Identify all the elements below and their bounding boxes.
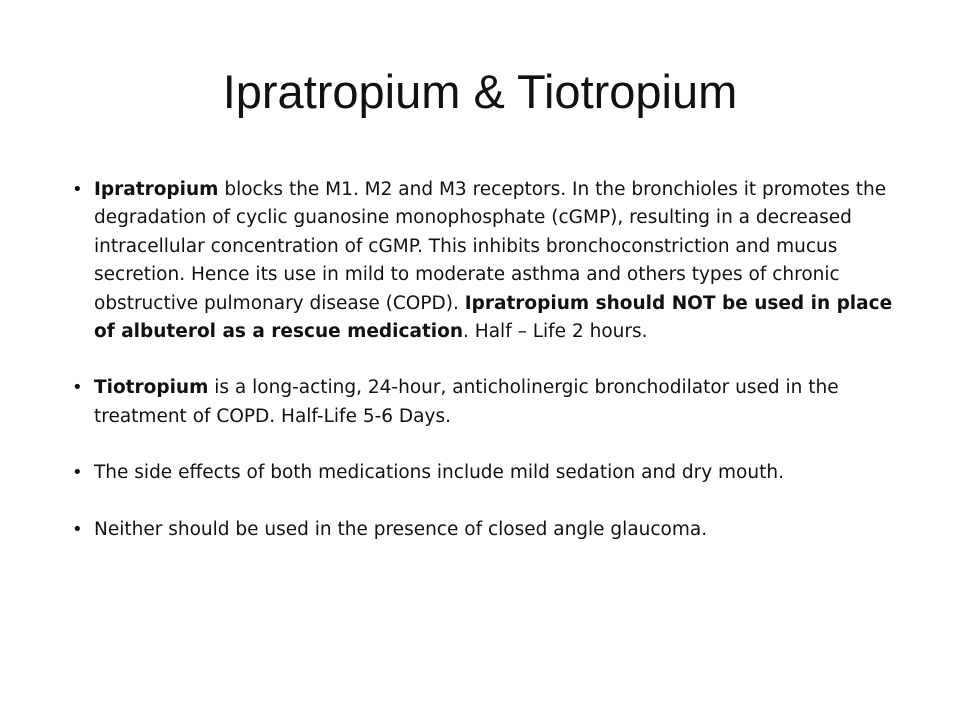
bullet-ipratropium [72,176,908,346]
bullet-dot-icon: • [72,179,83,200]
ipratropium-warning: Ipratropium should NOT be used in place of albuterol as a rescue medication [94,292,893,343]
drug-name-ipratropium: Ipratropium [94,179,219,200]
side-effects-text: The side effects of both medications include mild sedation and dry mouth. [94,462,784,484]
bullet-dot-icon: • [72,377,83,399]
bullet-contraindication [72,516,908,544]
drug-name-tiotropium: Tiotropium [94,377,209,399]
bullet-tiotropium [72,374,908,431]
ipratropium-description: blocks the M1. M2 and M3 receptors. In the bronchioles it promotes the degradation of cyclic guanosine monophosphate (cGMP), resulting in a decreased intracellular concentration of cGMP. This inhibits bronchoconstriction and mucus secretion. Hence its use in mild to moderate asthma and others types of chronic obstructive pulmonary disease (COPD). [94,179,887,314]
bullet-dot-icon: • [72,518,83,540]
ipratropium-half-life: . Half – Life 2 hours. [463,321,648,343]
bullet-dot-icon: • [72,462,83,484]
tiotropium-description: is a long-acting, 24-hour, anticholinergic bronchodilator used in the treatment of COPD. Half-Life 5-6 Days. [94,377,839,427]
slide-title: Ipratropium & Tiotropium [222,65,738,118]
bullet-side-effects [72,459,908,487]
bullet-list [72,176,908,544]
contraindication-text: Neither should be used in the presence of closed angle glaucoma. [94,518,708,540]
